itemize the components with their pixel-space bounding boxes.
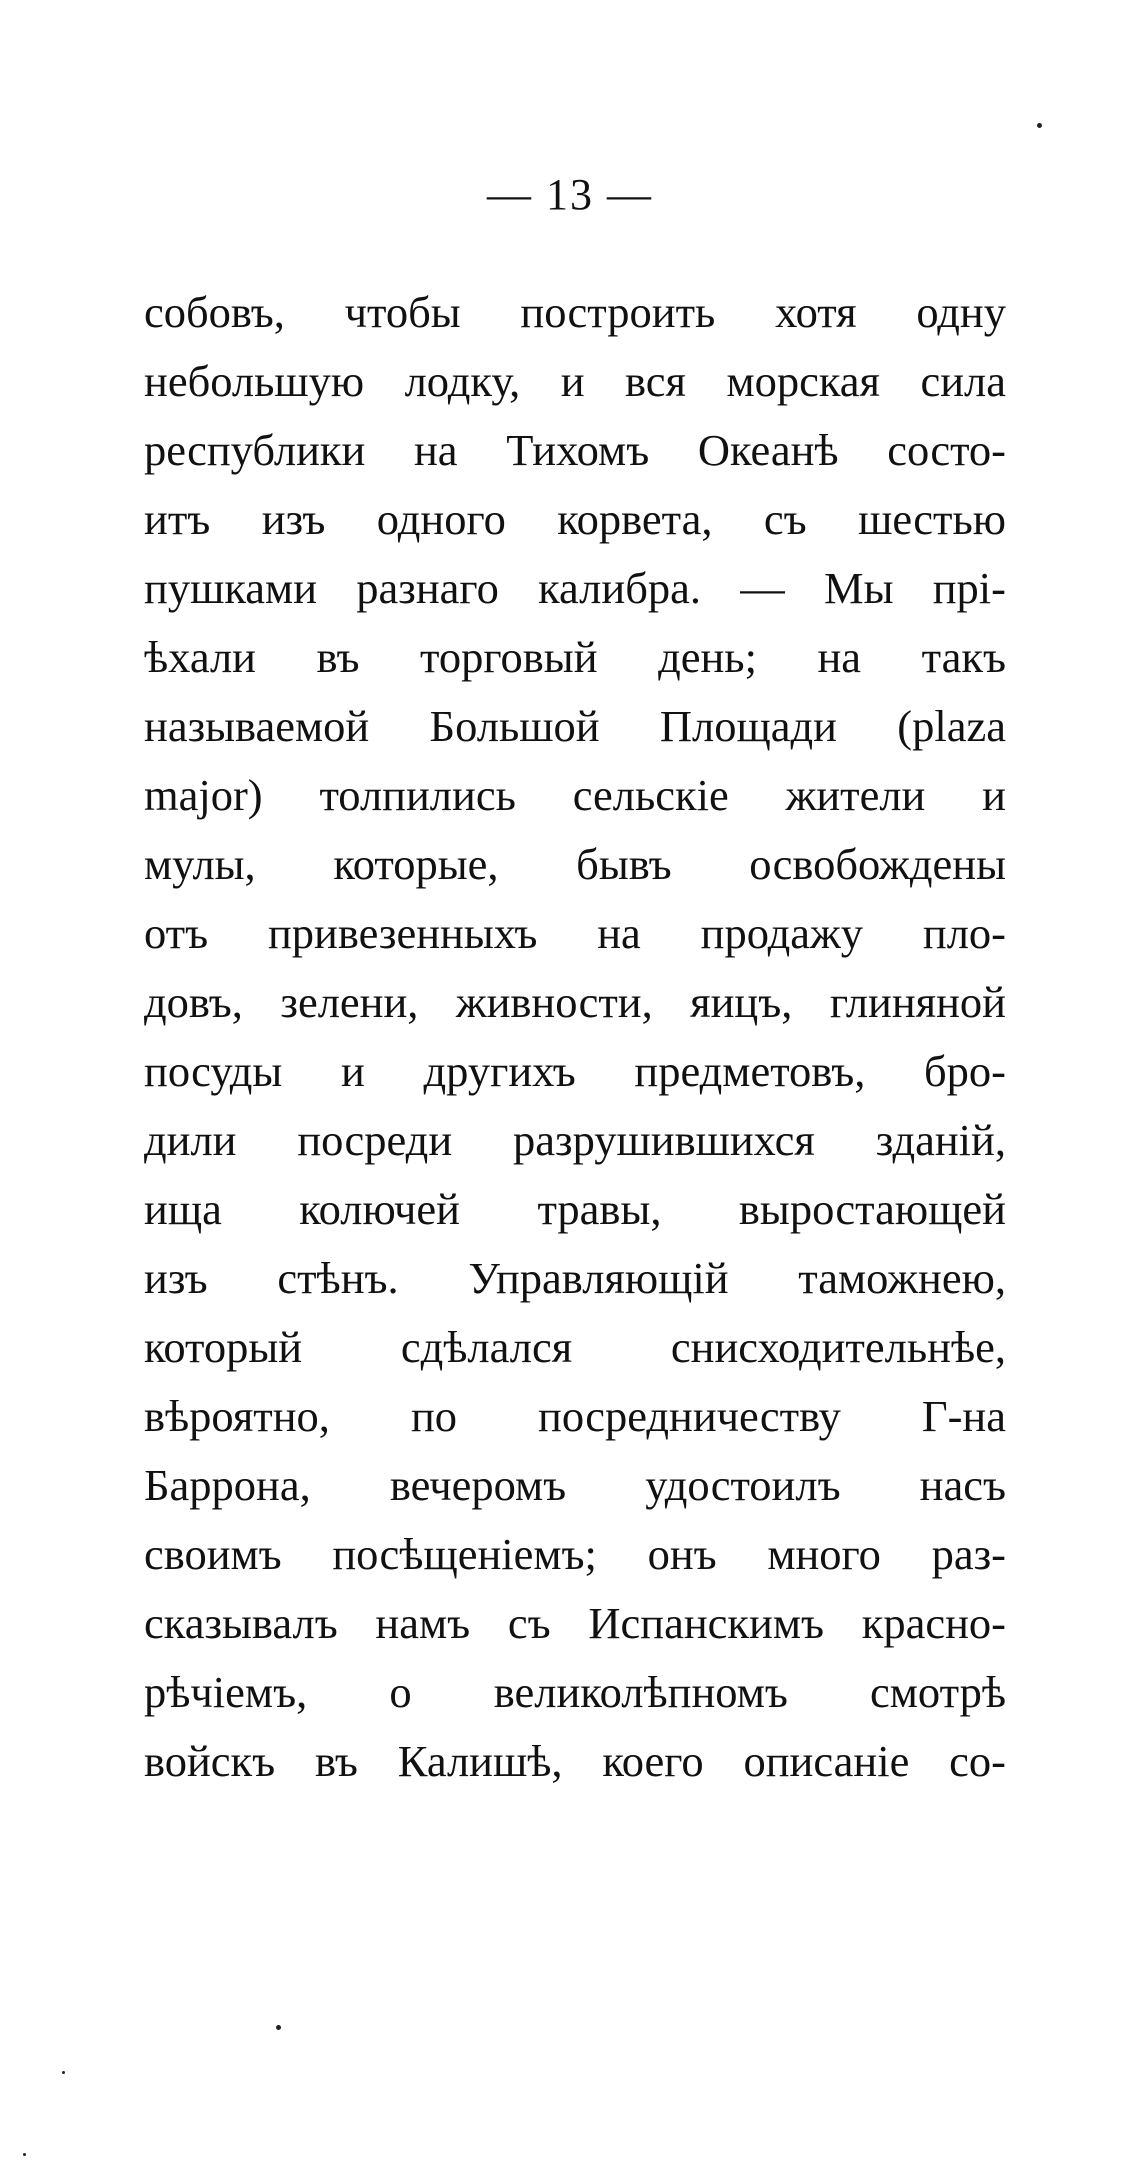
text-line: пушками разнаго калибра. — Мы прі- [144, 563, 1006, 613]
text-line: ѣхали въ торговый день; на такъ [144, 632, 1006, 682]
page-number: — 13 — [487, 170, 653, 219]
text-line: вѣроятно, по посредничеству Г-на [144, 1391, 1006, 1441]
text-line: собовъ, чтобы построить хотя одну [144, 287, 1006, 337]
text-line: мулы, которые, бывъ освобождены [144, 839, 1006, 889]
scan-speck [1037, 123, 1042, 128]
text-line: отъ привезенныхъ на продажу пло- [144, 908, 1006, 958]
text-line: major) толпились сельскіе жители и [144, 770, 1006, 820]
text-line: ища колючей травы, выростающей [144, 1184, 1006, 1234]
text-line: изъ стѣнъ. Управляющій таможнею, [144, 1253, 1006, 1303]
body-text [144, 278, 1006, 1796]
text-line: называемой Большой Площади (plaza [144, 701, 1006, 751]
scan-speck [23, 2153, 26, 2156]
text-line: довъ, зелени, живности, яицъ, глиняной [144, 977, 1006, 1027]
text-line: своимъ посѣщеніемъ; онъ много раз- [144, 1529, 1006, 1579]
text-line: войскъ въ Калишѣ, коего описаніе со- [144, 1736, 1006, 1786]
text-line: посуды и другихъ предметовъ, бро- [144, 1046, 1006, 1096]
scan-speck [276, 2025, 281, 2030]
text-line: небольшую лодку, и вся морская сила [144, 356, 1006, 406]
scan-speck [62, 2071, 65, 2074]
text-line: итъ изъ одного корвета, съ шестью [144, 494, 1006, 544]
text-line: дили посреди разрушившихся зданій, [144, 1115, 1006, 1165]
text-line: сказывалъ намъ съ Испанскимъ красно- [144, 1598, 1006, 1648]
text-line: рѣчіемъ, о великолѣпномъ смотрѣ [144, 1667, 1006, 1717]
text-line: который сдѣлался снисходительнѣе, [144, 1322, 1006, 1372]
text-line: республики на Тихомъ Океанѣ состо- [144, 425, 1006, 475]
text-line: Баррона, вечеромъ удостоилъ насъ [144, 1460, 1006, 1510]
